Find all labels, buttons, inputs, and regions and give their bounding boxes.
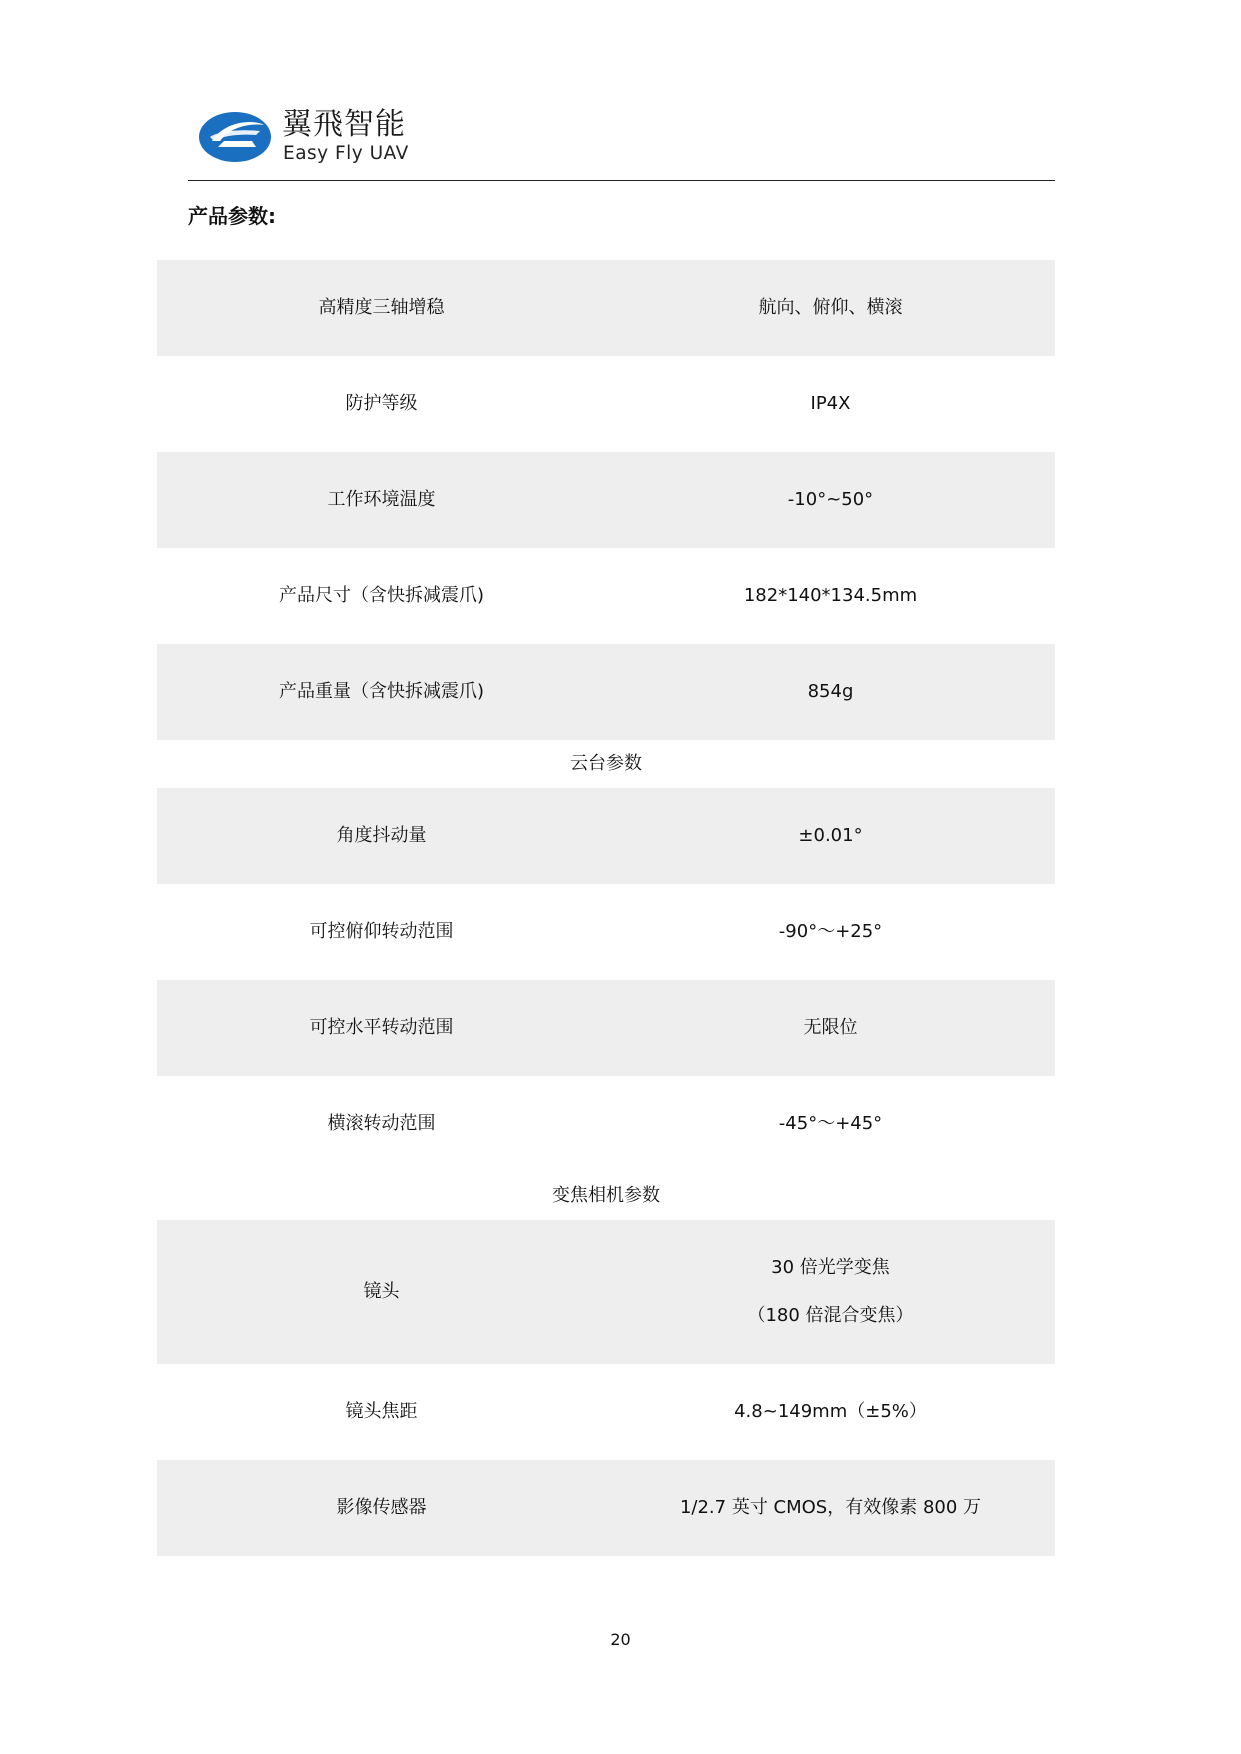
spec-value: [606, 1100, 1055, 1148]
spec-row: [157, 548, 1055, 644]
spec-label: 可控俯仰转动范围: [309, 921, 454, 942]
spec-value: [606, 1388, 1055, 1436]
spec-label: 角度抖动量: [336, 825, 427, 846]
spec-value: [606, 812, 1055, 860]
section-heading: 变焦相机参数: [552, 1185, 660, 1206]
header-divider: [188, 180, 1055, 181]
spec-value: [606, 284, 1055, 332]
spec-value: [606, 668, 1055, 716]
spec-row: [157, 884, 1055, 980]
spec-row: [157, 980, 1055, 1076]
spec-value: [606, 476, 1055, 524]
page-title: 产品参数:: [188, 204, 276, 228]
spec-label: 产品尺寸（含快拆减震爪): [278, 585, 485, 606]
spec-label: 影像传感器: [336, 1497, 427, 1518]
spec-label: 镜头: [363, 1281, 400, 1302]
spec-value: [606, 908, 1055, 956]
logo-chinese-text: 翼飛智能: [282, 107, 406, 142]
company-logo: [198, 108, 438, 168]
spec-row: [157, 1076, 1055, 1172]
spec-value-line: -45°～+45°: [778, 1113, 883, 1134]
spec-value: [606, 572, 1055, 620]
spec-row: [157, 356, 1055, 452]
spec-value-line: 30 倍光学变焦: [771, 1257, 890, 1278]
spec-value-line: -90°～+25°: [778, 921, 883, 942]
spec-label: 可控水平转动范围: [309, 1017, 454, 1038]
spec-row: [157, 788, 1055, 884]
spec-value-line: 854g: [807, 681, 854, 702]
spec-row: [157, 1460, 1055, 1556]
spec-label: 横滚转动范围: [327, 1113, 436, 1134]
spec-value: [606, 1004, 1055, 1052]
spec-value-line: 182*140*134.5mm: [743, 585, 918, 606]
spec-value-line: IP4X: [810, 393, 851, 414]
spec-label: 高精度三轴增稳: [318, 297, 445, 318]
spec-label: 工作环境温度: [327, 489, 436, 510]
spec-label: 防护等级: [345, 393, 418, 414]
logo-english-text: Easy Fly UAV: [283, 143, 409, 164]
section-heading: 云台参数: [570, 753, 642, 774]
spec-row: [157, 1220, 1055, 1364]
spec-value-line: 无限位: [803, 1017, 858, 1038]
page-number: 20: [610, 1630, 631, 1649]
logo-mark-icon: [198, 111, 272, 163]
spec-row: [157, 452, 1055, 548]
spec-row: [157, 644, 1055, 740]
spec-row: [157, 1364, 1055, 1460]
spec-value: [606, 1244, 1055, 1340]
spec-value-line: 4.8~149mm（±5%）: [734, 1401, 927, 1422]
spec-value-line: （180 倍混合变焦）: [747, 1305, 914, 1326]
spec-value-line: 1/2.7 英寸 CMOS，有效像素 800 万: [679, 1497, 982, 1518]
spec-value: [606, 1484, 1055, 1532]
spec-row: [157, 260, 1055, 356]
spec-table: [157, 260, 1055, 1556]
spec-label: 镜头焦距: [345, 1401, 418, 1422]
spec-value-line: -10°~50°: [787, 489, 874, 510]
spec-value-line: ±0.01°: [798, 825, 863, 846]
spec-value: [606, 380, 1055, 428]
spec-value-line: 航向、俯仰、横滚: [758, 297, 903, 318]
spec-label: 产品重量（含快拆减震爪): [278, 681, 485, 702]
